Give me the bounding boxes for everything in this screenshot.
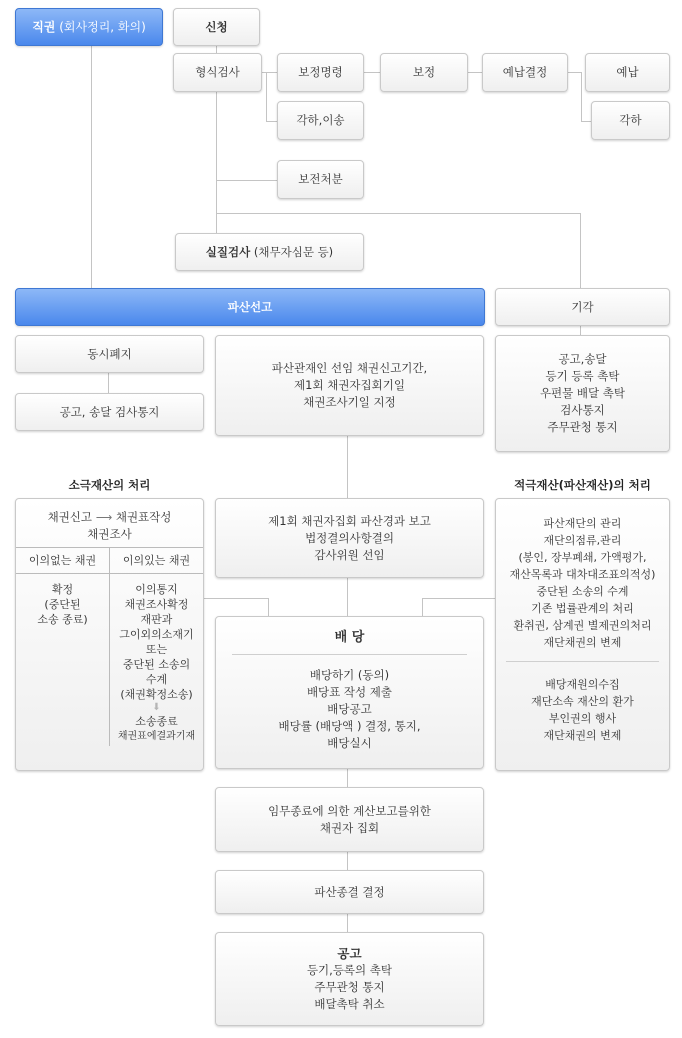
correction-box <box>380 53 468 92</box>
creditor-meeting-line: 임무종료에 의한 계산보고를위한 <box>268 803 431 818</box>
active-line: 재단소속 재산의 환가 <box>531 695 634 708</box>
disputed-line: (채권확정소송) <box>120 688 193 701</box>
final-notice-line: 주무관청 통지 <box>314 980 385 994</box>
active-line: 재산목록과 대차대조표의적성) <box>509 568 656 581</box>
disputed-body <box>110 574 204 747</box>
termination-box <box>215 870 484 914</box>
active-line: 재단채권의 변제 <box>543 729 622 742</box>
active-assets-box <box>495 498 670 771</box>
connector <box>422 598 423 616</box>
first-meeting-line: 감사위원 선임 <box>314 547 385 562</box>
rejection-notice-line: 우편물 배달 촉탁 <box>539 386 626 400</box>
disputed-line: 채권조사확정 <box>124 598 189 611</box>
claim-investigation-label: 채권조사 <box>87 527 132 541</box>
final-notice-line: 배달촉탁 취소 <box>314 997 385 1011</box>
connector <box>108 373 109 393</box>
connector <box>262 72 277 73</box>
ex-officio-label: 직권 <box>32 19 56 34</box>
connector <box>91 46 92 288</box>
connector <box>216 92 217 233</box>
application-label: 신청 <box>205 19 228 34</box>
preservation-label: 보전처분 <box>298 172 343 186</box>
final-notice-title: 공고 <box>337 946 362 961</box>
connector <box>266 72 267 121</box>
active-line: (봉인, 장부폐쇄, 가액평가, <box>518 551 647 564</box>
rejection-notice-line: 공고,송달 <box>558 352 607 366</box>
divider <box>506 661 658 662</box>
distribution-line: 배당표 작성 제출 <box>306 685 393 699</box>
creditor-meeting-box <box>215 787 484 852</box>
connector <box>204 598 269 599</box>
right-arrow-icon: ⟶ <box>95 510 113 524</box>
bankruptcy-declaration-label: 파산선고 <box>227 299 273 314</box>
disputed-end-line: 채권표에결과기재 <box>117 731 196 742</box>
connector <box>347 578 348 616</box>
rejection-box <box>495 288 670 326</box>
connector <box>364 72 380 73</box>
connector <box>468 72 482 73</box>
claim-table-label: 채권표작성 <box>115 510 172 524</box>
active-line: 재단의점류,관리 <box>543 534 622 547</box>
undisputed-body <box>16 574 110 747</box>
substantive-review-label: 실질검사 <box>205 244 251 259</box>
undisputed-line: 소송 종료) <box>37 613 88 626</box>
connector <box>581 121 591 122</box>
claim-filing-label: 채권신고 <box>47 510 93 524</box>
undisputed-line: (중단된 <box>44 598 81 611</box>
notice-inspection-box <box>15 393 204 431</box>
active-assets-title: 적극재산(파산재산)의 처리 <box>514 478 651 492</box>
active-line: 배당재원의수집 <box>545 678 620 691</box>
distribution-line: 배당하기 (동의) <box>309 668 390 682</box>
formal-review-box <box>173 53 262 92</box>
disputed-line: 그이외의소재기 <box>119 628 194 641</box>
preservation-box <box>277 160 364 199</box>
advance-payment-decision-label: 예납결정 <box>502 65 548 79</box>
simultaneous-abolition-label: 동시폐지 <box>87 346 132 361</box>
advance-payment-box <box>585 53 670 92</box>
substantive-review-box <box>175 233 364 271</box>
simultaneous-abolition-box <box>15 335 204 373</box>
active-line: 환취권, 삼계권 별제권의처리 <box>513 619 652 632</box>
connector <box>216 180 277 181</box>
distribution-line: 배당공고 <box>327 702 372 716</box>
first-meeting-line: 제1회 채권자집회 파산경과 보고 <box>268 513 431 528</box>
trustee-appointment-line: 파산관재인 선임 채권신고기간, <box>271 361 428 375</box>
connector <box>216 213 580 214</box>
rejection-notice-line: 검사통지 <box>560 403 605 417</box>
distribution-box <box>215 616 484 769</box>
active-line: 재단채권의 변제 <box>543 636 622 649</box>
down-arrow-icon: ⬇ <box>152 702 161 713</box>
application-box <box>173 8 260 46</box>
ex-officio-box <box>15 8 163 46</box>
disputed-line: 또는 <box>145 643 168 656</box>
connector <box>580 326 581 335</box>
connector <box>347 769 348 787</box>
rejection-notice-box <box>495 335 670 452</box>
connector <box>347 914 348 932</box>
advance-payment-label: 예납 <box>616 65 639 79</box>
passive-assets-box <box>15 498 204 771</box>
disputed-line: 중단된 소송의 <box>122 658 191 671</box>
disputed-end-line: 소송종료 <box>135 715 178 728</box>
divider <box>232 654 467 655</box>
connector <box>422 598 495 599</box>
correction-order-box <box>277 53 364 92</box>
rejection-label: 기각 <box>571 299 594 314</box>
distribution-line: 배당실시 <box>327 736 372 750</box>
advance-payment-decision-box <box>482 53 568 92</box>
dismiss-transfer-label: 각하,이송 <box>296 113 345 127</box>
correction-order-label: 보정명령 <box>298 65 343 79</box>
first-meeting-line: 법정결의사항결의 <box>305 530 394 545</box>
claim-split-table <box>16 547 203 746</box>
dismiss-box <box>591 101 670 140</box>
disputed-line: 이의통지 <box>135 583 178 596</box>
disputed-line: 수계 <box>145 673 168 686</box>
creditor-meeting-line: 채권자 집회 <box>319 820 380 835</box>
rejection-notice-line: 주무관청 통지 <box>547 420 618 434</box>
distribution-title: 배 당 <box>334 630 365 645</box>
disputed-line: 재판과 <box>140 613 173 626</box>
connector <box>347 436 348 498</box>
dismiss-label: 각하 <box>619 113 642 127</box>
correction-label: 보정 <box>412 65 436 79</box>
dismiss-transfer-box <box>277 101 364 140</box>
first-meeting-box <box>215 498 484 578</box>
connector <box>266 121 277 122</box>
ex-officio-sub: (회사정리, 화의) <box>59 19 146 34</box>
passive-assets-title: 소극재산의 처리 <box>68 478 151 492</box>
formal-review-label: 형식검사 <box>195 65 240 79</box>
connector <box>580 213 581 288</box>
termination-label: 파산종결 결정 <box>314 884 385 899</box>
undisputed-line: 확정 <box>51 583 74 596</box>
connector <box>568 72 581 73</box>
connector <box>581 72 582 121</box>
col-header-disputed: 이의있는 채권 <box>110 548 204 574</box>
distribution-line: 배당률 (배당액 ) 결정, 통지, <box>278 719 421 733</box>
final-notice-box <box>215 932 484 1026</box>
active-line: 부인권의 행사 <box>548 712 617 725</box>
active-line: 중단된 소송의 수계 <box>536 585 629 598</box>
notice-inspection-label: 공고, 송달 검사통지 <box>59 404 160 419</box>
active-line: 기존 법률관계의 처리 <box>531 602 634 615</box>
rejection-notice-line: 등기 등록 촉탁 <box>545 369 620 383</box>
trustee-appointment-line: 제1회 채권자집회기일 <box>294 378 405 392</box>
connector <box>268 598 269 616</box>
substantive-review-sub: (채무자심문 등) <box>253 244 334 259</box>
trustee-appointment-box <box>215 335 484 436</box>
bankruptcy-declaration-box <box>15 288 485 326</box>
trustee-appointment-line: 채권조사기일 지정 <box>303 395 396 409</box>
col-header-undisputed: 이의없는 채권 <box>16 548 110 574</box>
final-notice-line: 등기,등록의 촉탁 <box>306 963 393 977</box>
connector <box>347 852 348 870</box>
active-line: 파산재단의 관리 <box>543 517 622 530</box>
